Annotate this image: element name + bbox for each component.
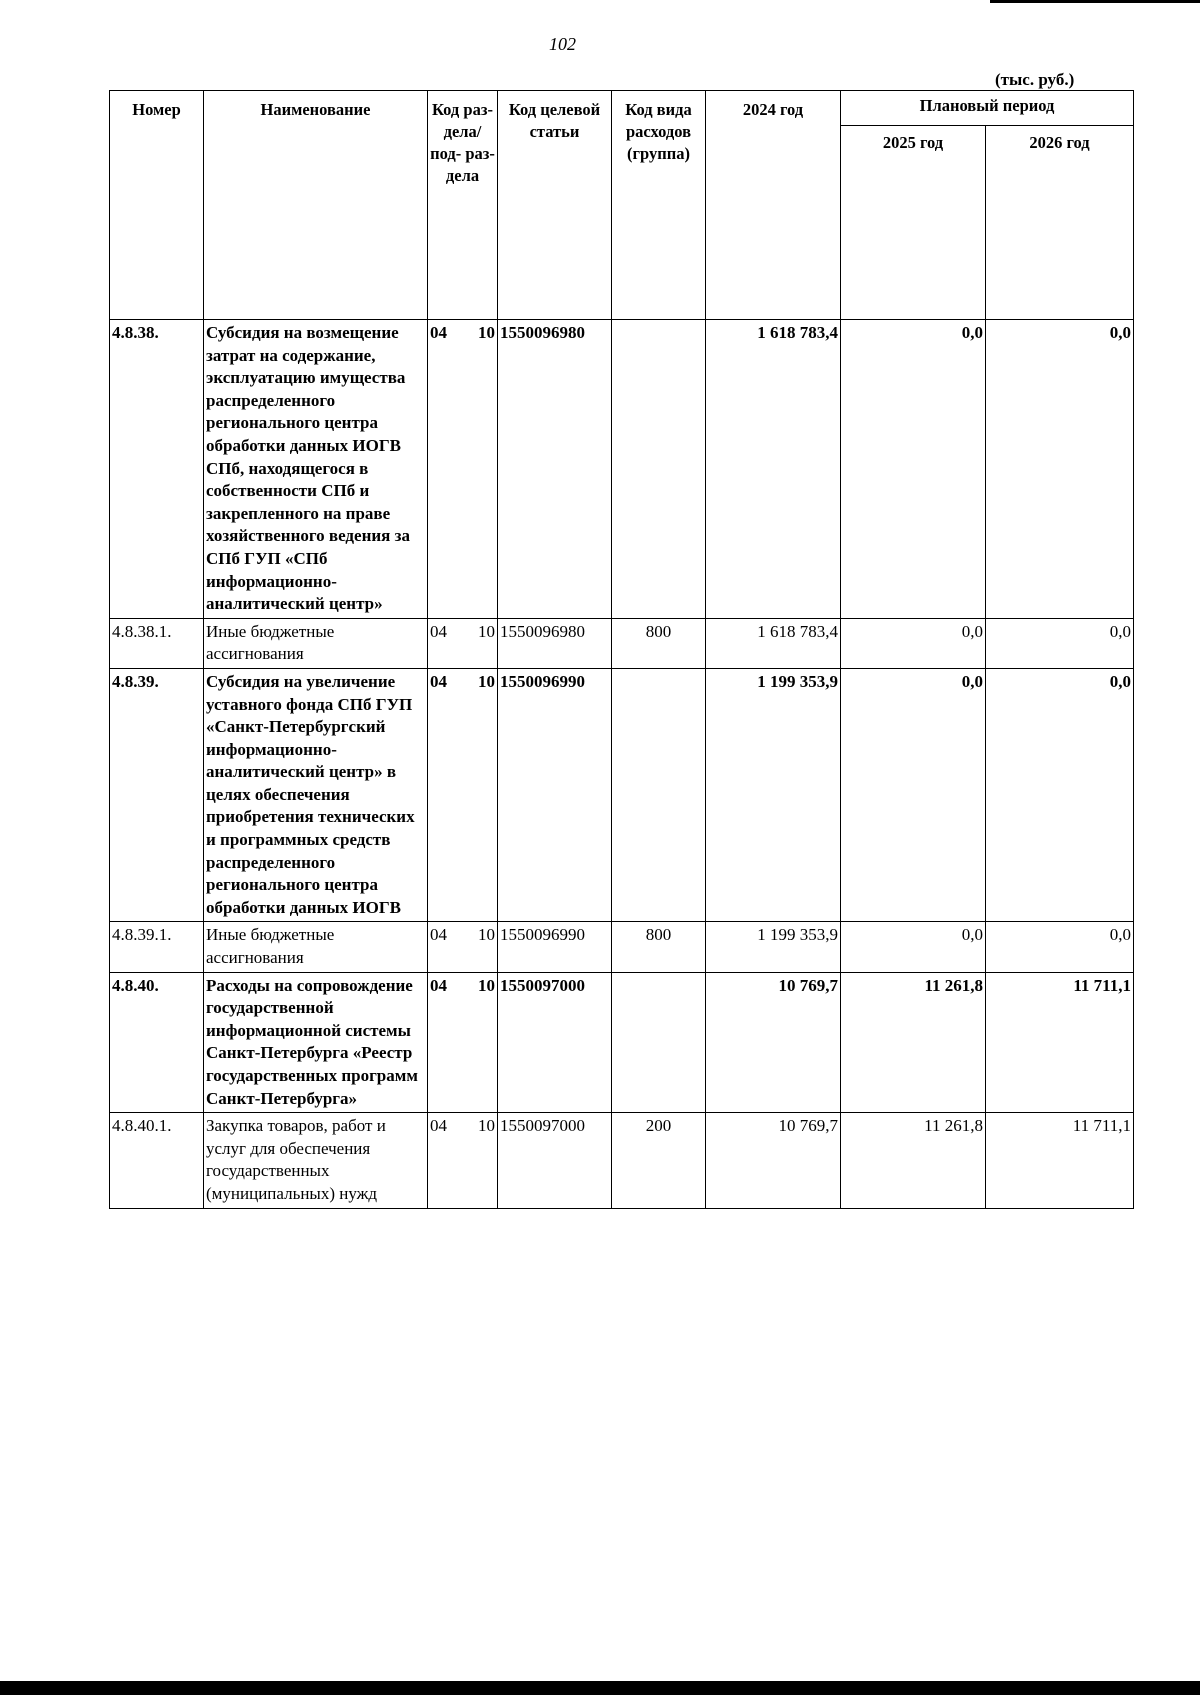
header-expense-kind: Код вида расходов (группа) xyxy=(612,91,706,320)
table-row xyxy=(110,972,1134,1113)
row-2026: 0,0 xyxy=(986,320,1134,619)
subsection-code: 10 xyxy=(478,975,495,995)
row-section-code xyxy=(428,922,498,972)
corner-rule xyxy=(990,0,1200,3)
row-2024: 1 199 353,9 xyxy=(706,922,841,972)
header-planned-period: Плановый период xyxy=(841,91,1134,126)
header-2026: 2026 год xyxy=(986,126,1134,320)
row-section-code xyxy=(428,668,498,922)
table-row xyxy=(110,1113,1134,1208)
subsection-code: 10 xyxy=(478,323,495,342)
table-row xyxy=(110,618,1134,668)
row-section-code xyxy=(428,618,498,668)
row-expense-kind xyxy=(612,320,706,619)
row-name: Иные бюджетные ассигнования xyxy=(204,618,428,668)
units-label: (тыс. руб.) xyxy=(995,70,1075,89)
row-section-code xyxy=(428,320,498,619)
row-expense-kind: 800 xyxy=(612,922,706,972)
row-2026: 11 711,1 xyxy=(986,972,1134,1113)
table-header xyxy=(110,91,1134,320)
row-number: 4.8.40. xyxy=(110,972,204,1113)
header-2025: 2025 год xyxy=(841,126,986,320)
row-expense-kind xyxy=(612,972,706,1113)
row-expense-kind: 800 xyxy=(612,618,706,668)
row-2024: 1 618 783,4 xyxy=(706,320,841,619)
row-2026: 0,0 xyxy=(986,618,1134,668)
header-2024: 2024 год xyxy=(706,91,841,320)
section-code: 04 xyxy=(430,323,447,342)
budget-table xyxy=(109,90,1134,1209)
row-2025: 0,0 xyxy=(841,618,986,668)
subsection-code: 10 xyxy=(478,925,495,945)
row-2025: 11 261,8 xyxy=(841,972,986,1113)
row-target-code: 1550096990 xyxy=(498,668,612,922)
header-name: Наименование xyxy=(204,91,428,320)
row-name: Расходы на сопровождение государственной информационной системы Санкт-Петербурга «Реестр государственных программ Санкт-Петербурга» xyxy=(204,972,428,1113)
section-code: 04 xyxy=(430,1116,447,1136)
row-section-code xyxy=(428,1113,498,1208)
row-2025: 0,0 xyxy=(841,668,986,922)
row-name: Закупка товаров, работ и услуг для обеспечения государственных (муниципальных) нужд xyxy=(204,1113,428,1208)
header-section-code: Код раз- дела/ под- раз- дела xyxy=(428,91,498,320)
row-target-code: 1550096990 xyxy=(498,922,612,972)
row-2024: 10 769,7 xyxy=(706,1113,841,1208)
row-number: 4.8.39.1. xyxy=(110,922,204,972)
subsection-code: 10 xyxy=(478,621,495,641)
header-target-code: Код целевой статьи xyxy=(498,91,612,320)
header-number: Номер xyxy=(110,91,204,320)
row-2024: 1 199 353,9 xyxy=(706,668,841,922)
row-number: 4.8.38.1. xyxy=(110,618,204,668)
row-number: 4.8.38. xyxy=(110,320,204,619)
scan-bottom-edge xyxy=(0,1681,1200,1695)
row-target-code: 1550096980 xyxy=(498,320,612,619)
row-target-code: 1550096980 xyxy=(498,618,612,668)
table-row xyxy=(110,320,1134,619)
row-2025: 0,0 xyxy=(841,922,986,972)
subsection-code: 10 xyxy=(478,1116,495,1136)
subsection-code: 10 xyxy=(478,671,495,691)
row-target-code: 1550097000 xyxy=(498,1113,612,1208)
row-number: 4.8.40.1. xyxy=(110,1113,204,1208)
row-2026: 11 711,1 xyxy=(986,1113,1134,1208)
section-code: 04 xyxy=(430,925,447,945)
row-2025: 11 261,8 xyxy=(841,1113,986,1208)
table-body xyxy=(110,320,1134,1209)
section-code: 04 xyxy=(430,621,447,641)
row-expense-kind: 200 xyxy=(612,1113,706,1208)
table-row xyxy=(110,668,1134,922)
row-2024: 10 769,7 xyxy=(706,972,841,1113)
row-name: Субсидия на увеличение уставного фонда СПб ГУП «Санкт-Петербургский информационно-аналитический центр» в целях обеспечения приобретения технических и программных средств распределенного регионального центра обработки данных ИОГВ xyxy=(204,668,428,922)
section-code: 04 xyxy=(430,671,447,691)
section-code: 04 xyxy=(430,975,447,995)
row-2025: 0,0 xyxy=(841,320,986,619)
row-2026: 0,0 xyxy=(986,922,1134,972)
row-2024: 1 618 783,4 xyxy=(706,618,841,668)
table-row xyxy=(110,922,1134,972)
page-number: 102 xyxy=(549,34,576,54)
row-2026: 0,0 xyxy=(986,668,1134,922)
row-name: Иные бюджетные ассигнования xyxy=(204,922,428,972)
row-target-code: 1550097000 xyxy=(498,972,612,1113)
row-number: 4.8.39. xyxy=(110,668,204,922)
row-name: Субсидия на возмещение затрат на содержание, эксплуатацию имущества распределенного регионального центра обработки данных ИОГВ СПб, находящегося в собственности СПб и закрепленного на праве хозяйственного ведения за СПб ГУП «СПб информационно-аналитический центр» xyxy=(204,320,428,619)
row-expense-kind xyxy=(612,668,706,922)
row-section-code xyxy=(428,972,498,1113)
